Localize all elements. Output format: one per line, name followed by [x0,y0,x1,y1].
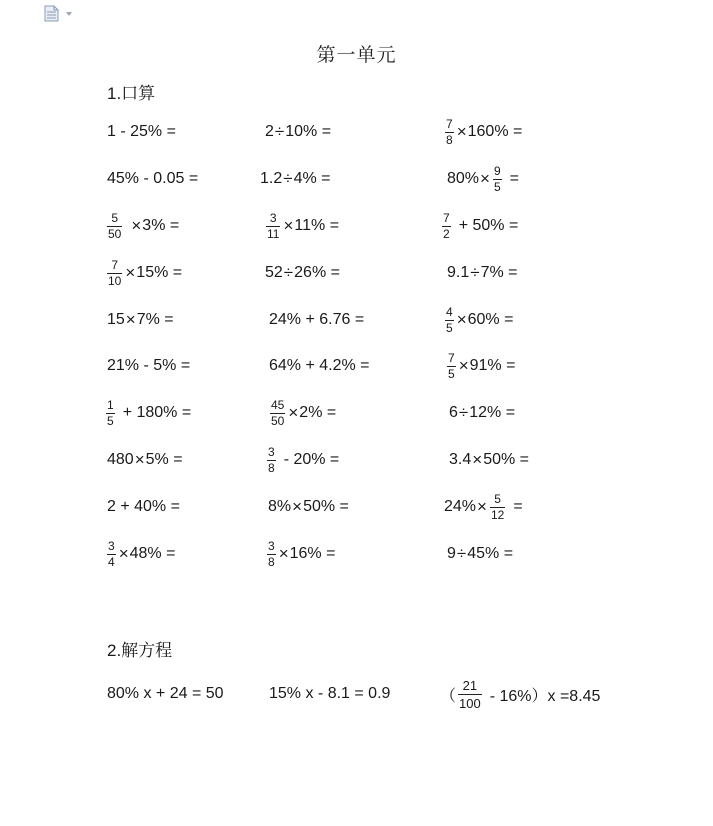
problem-r4c2: $\frac{4}{5}$ × 60% = [446,304,514,335]
problem-r6c2: 6 ÷ 12% = [449,403,516,422]
fraction: $\frac{3}{8}$ [268,538,275,569]
fraction: $\frac{4}{5}$ [446,304,453,335]
problem-r3c0: $\frac{7}{10}$ × 15% = [108,257,183,288]
problem-r3c1: 52 ÷ 26% = [265,263,340,282]
section-heading-equations: 2.解方程 [107,641,173,660]
problem-r0c1: 2 ÷ 10% = [265,122,332,141]
problem-r4c0: 15 × 7% = [107,310,174,329]
equation-2: 15% x - 8.1 = 0.9 [269,685,391,702]
problem-r2c2: $\frac{7}{2}$ + 50% = [443,210,519,241]
fraction: $\frac{7}{2}$ [443,210,450,241]
problem-r1c1: 1.2 ÷ 4% = [260,169,331,188]
fraction: $\frac{7}{10}$ [108,257,122,288]
fraction: $\frac{3}{4}$ [108,538,115,569]
fraction: $\frac{45}{50}$ [271,397,285,428]
problem-r1c2: 80% × $\frac{9}{5}$ = [447,163,519,194]
equation-3: （ $\frac{21}{100}$ - 16%）x =8.45 [440,677,601,711]
problem-r9c2: 9 ÷ 45% = [447,544,514,563]
problem-r8c1: 8% × 50% = [268,497,349,516]
fraction: $\frac{5}{50}$ [108,210,122,241]
fraction: $\frac{7}{5}$ [448,350,455,381]
problem-r7c1: $\frac{3}{8}$ - 20% = [268,444,340,475]
fraction: $\frac{1}{5}$ [107,397,114,428]
problem-r2c0: $\frac{5}{50}$ × 3% = [108,210,180,241]
problem-r8c2: 24% × $\frac{5}{12}$ = [444,491,523,522]
fraction: $\frac{9}{5}$ [493,163,501,194]
problem-r8c0: 2 + 40% = [107,498,180,515]
fraction: $\frac{21}{100}$ [459,677,481,711]
page-title: 第一单元 [316,44,397,66]
problem-r9c1: $\frac{3}{8}$ × 16% = [268,538,336,569]
fraction: $\frac{7}{8}$ [446,116,453,147]
equation-1: 80% x + 24 = 50 [107,685,224,702]
document-icon[interactable] [44,5,59,22]
chevron-down-icon[interactable] [66,12,72,16]
problem-r2c1: $\frac{3}{11}$ × 11% = [267,210,340,241]
problem-r5c1: 64% + 4.2% = [269,357,370,374]
problem-r5c0: 21% - 5% = [107,357,191,374]
problem-r1c0: 45% - 0.05 = [107,170,199,187]
fraction: $\frac{3}{8}$ [268,444,275,475]
problem-r5c2: $\frac{7}{5}$ × 91% = [448,350,516,381]
fraction: $\frac{3}{11}$ [267,210,280,241]
problem-r3c2: 9.1 ÷ 7% = [447,263,518,282]
problem-r0c0: 1 - 25% = [107,123,176,140]
problem-r0c2: $\frac{7}{8}$ × 160% = [446,116,523,147]
section-heading-oral: 1.口算 [107,84,156,103]
problem-r6c0: $\frac{1}{5}$ + 180% = [107,397,192,428]
problem-r6c1: $\frac{45}{50}$ × 2% = [271,397,337,428]
problem-r4c1: 24% + 6.76 = [269,311,365,328]
problem-r9c0: $\frac{3}{4}$ × 48% = [108,538,176,569]
fraction: $\frac{5}{12}$ [490,491,505,522]
problem-r7c2: 3.4 × 50% = [449,450,529,469]
problem-r7c0: 480 × 5% = [107,450,183,469]
